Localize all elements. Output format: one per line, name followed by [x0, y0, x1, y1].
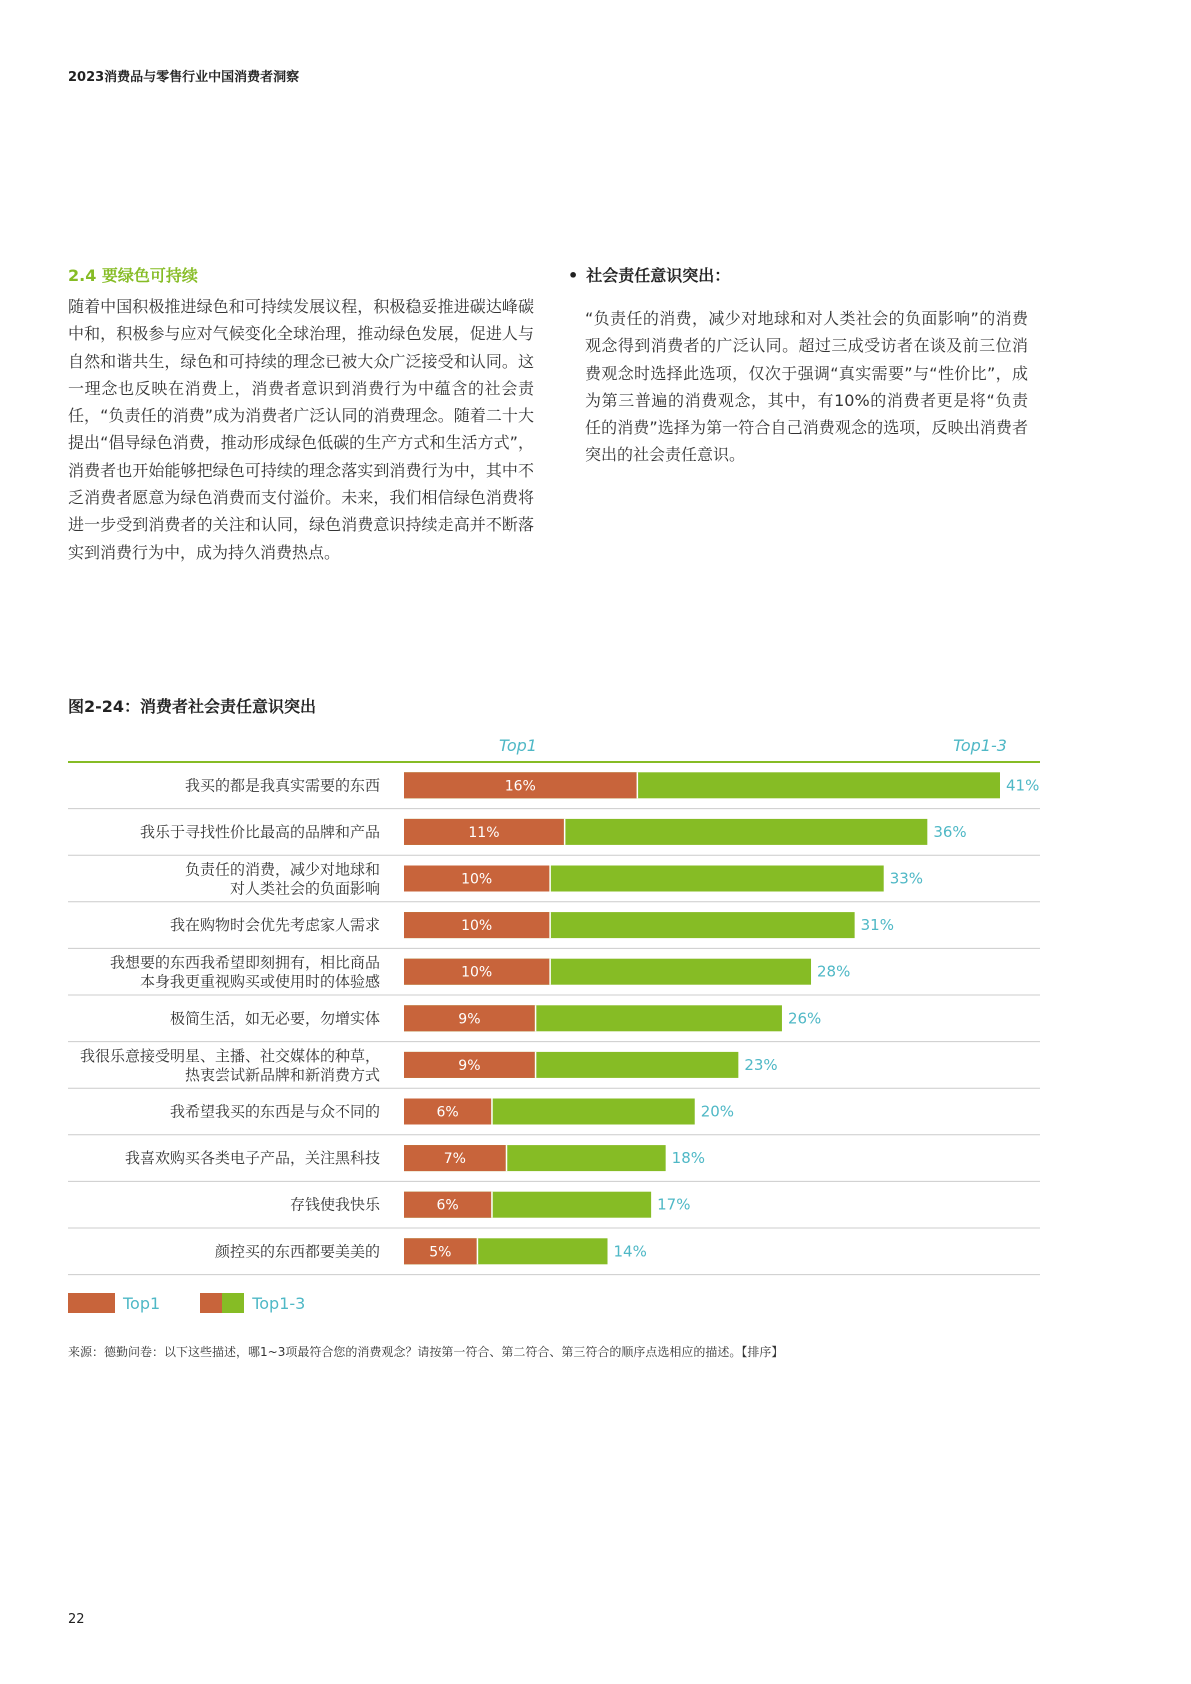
category-label: 颜控买的东西都要美美的	[214, 1242, 380, 1261]
bar-separator	[506, 1145, 508, 1171]
category-label: 我希望我买的东西是与众不同的	[169, 1102, 380, 1121]
report-header-title: 2023消费品与零售行业中国消费者洞察	[68, 70, 300, 85]
category-label	[80, 1047, 380, 1084]
bar-separator	[549, 866, 551, 892]
bar-separator	[549, 912, 551, 938]
category-label-line: 热衷尝试新品牌和新消费方式	[184, 1065, 380, 1084]
column-header-top1: Top1	[499, 736, 537, 755]
legend-label-top1: Top1	[123, 1293, 161, 1313]
data-label-top1: 10%	[461, 964, 493, 981]
category-label-line: 我很乐意接受明星、主播、社交媒体的种草，	[79, 1046, 380, 1065]
data-label-top1: 9%	[458, 1057, 481, 1074]
data-label-top1-3: 31%	[860, 916, 894, 935]
category-label	[185, 861, 380, 898]
data-label-top1: 10%	[461, 871, 493, 888]
data-label-top1-3: 36%	[933, 822, 967, 841]
category-label: 我买的都是我真实需要的东西	[184, 776, 380, 795]
figure-title: 图2-24：消费者社会责任意识突出	[68, 697, 317, 716]
category-label: 我乐于寻找性价比最高的品牌和产品	[139, 822, 380, 841]
bar-separator	[477, 1238, 479, 1264]
category-label: 我喜欢购买各类电子产品，关注黑科技	[124, 1149, 380, 1168]
category-label-line: 我想要的东西我希望即刻拥有，相比商品	[109, 953, 380, 972]
data-label-top1: 16%	[504, 778, 536, 795]
bar-separator	[535, 1005, 537, 1031]
section-heading: 2.4 要绿色可持续	[68, 266, 198, 285]
bar-separator	[491, 1099, 493, 1125]
page-number: 22	[68, 1612, 85, 1627]
bar-separator	[535, 1052, 537, 1078]
data-label-top1: 11%	[468, 824, 500, 841]
data-label-top1: 6%	[436, 1104, 459, 1121]
data-label-top1-3: 33%	[889, 869, 924, 888]
data-label-top1: 7%	[443, 1151, 466, 1168]
bar-separator	[637, 772, 639, 798]
data-label-top1-3: 18%	[671, 1149, 706, 1168]
category-label: 极简生活，如无必要，勿增实体	[169, 1009, 380, 1028]
data-label-top1-3: 20%	[700, 1102, 735, 1121]
legend-swatch-top1-3-orange	[200, 1293, 222, 1313]
category-label	[110, 954, 380, 991]
legend-label-top1-3: Top1-3	[252, 1293, 306, 1313]
bar-separator	[549, 959, 551, 985]
category-label: 我在购物时会优先考虑家人需求	[169, 916, 380, 935]
category-label-line: 本身我更重视购买或使用时的体验感	[139, 972, 380, 991]
insight-body: “负责任的消费，减少对地球和对人类社会的负面影响”的消费观念得到消费者的广泛认同。超过三成受访者在谈及前三位消费观念时选择此选项，仅次于强调“真实需要”与“性价比”，成为第三普遍的消费观念，其中，有10%的消费者更是将“负责任的消费”选择为第一符合自己消费观念的选项，反映出消费者突出的社会责任意识。	[585, 309, 1028, 465]
data-label-top1: 6%	[436, 1197, 459, 1214]
data-label-top1-3: 14%	[613, 1242, 647, 1261]
data-label-top1: 5%	[429, 1244, 452, 1261]
data-label-top1-3: 17%	[657, 1195, 691, 1214]
category-label-line: 负责任的消费，减少对地球和	[184, 860, 380, 879]
insight-heading-text: 社会责任意识突出：	[586, 266, 731, 285]
column-header-top1-3: Top1-3	[953, 736, 1007, 755]
category-label-line: 对人类社会的负面影响	[229, 879, 380, 898]
data-label-top1-3: 23%	[744, 1055, 778, 1074]
data-label-top1-3: 28%	[817, 962, 851, 981]
data-label-top1: 9%	[458, 1011, 481, 1028]
bar-separator	[491, 1192, 493, 1218]
legend-swatch-top1-3-green	[222, 1293, 244, 1313]
legend-swatch-top1	[68, 1293, 115, 1313]
data-label-top1-3: 26%	[787, 1009, 822, 1028]
source-note: 来源：德勤问卷：以下这些描述，哪1~3项最符合您的消费观念？请按第一符合、第二符合、第三符合的顺序点选相应的描述。【排序】	[68, 1345, 784, 1359]
category-label: 存钱使我快乐	[289, 1195, 380, 1214]
section-body: 随着中国积极推进绿色和可持续发展议程，积极稳妥推进碳达峰碳中和，积极参与应对气候变化全球治理，推动绿色发展，促进人与自然和谐共生，绿色和可持续的理念已被大众广泛接受和认同。这一理念也反映在消费上，消费者意识到消费行为中蕴含的社会责任，“负责任的消费”成为消费者广泛认同的消费理念。随着二十大提出“倡导绿色消费，推动形成绿色低碳的生产方式和生活方式”，消费者也开始能够把绿色可持续的理念落实到消费行为中，其中不乏消费者愿意为绿色消费而支付溢价。未来，我们相信绿色消费将进一步受到消费者的关注和认同，绿色消费意识持续走高并不断落实到消费行为中，成为持久消费热点。	[68, 297, 534, 562]
bar-separator	[564, 819, 566, 845]
chart-legend	[68, 1292, 345, 1314]
data-label-top1: 10%	[461, 918, 493, 935]
data-label-top1-3: 41%	[1006, 776, 1040, 795]
bullet-icon: •	[568, 266, 579, 285]
